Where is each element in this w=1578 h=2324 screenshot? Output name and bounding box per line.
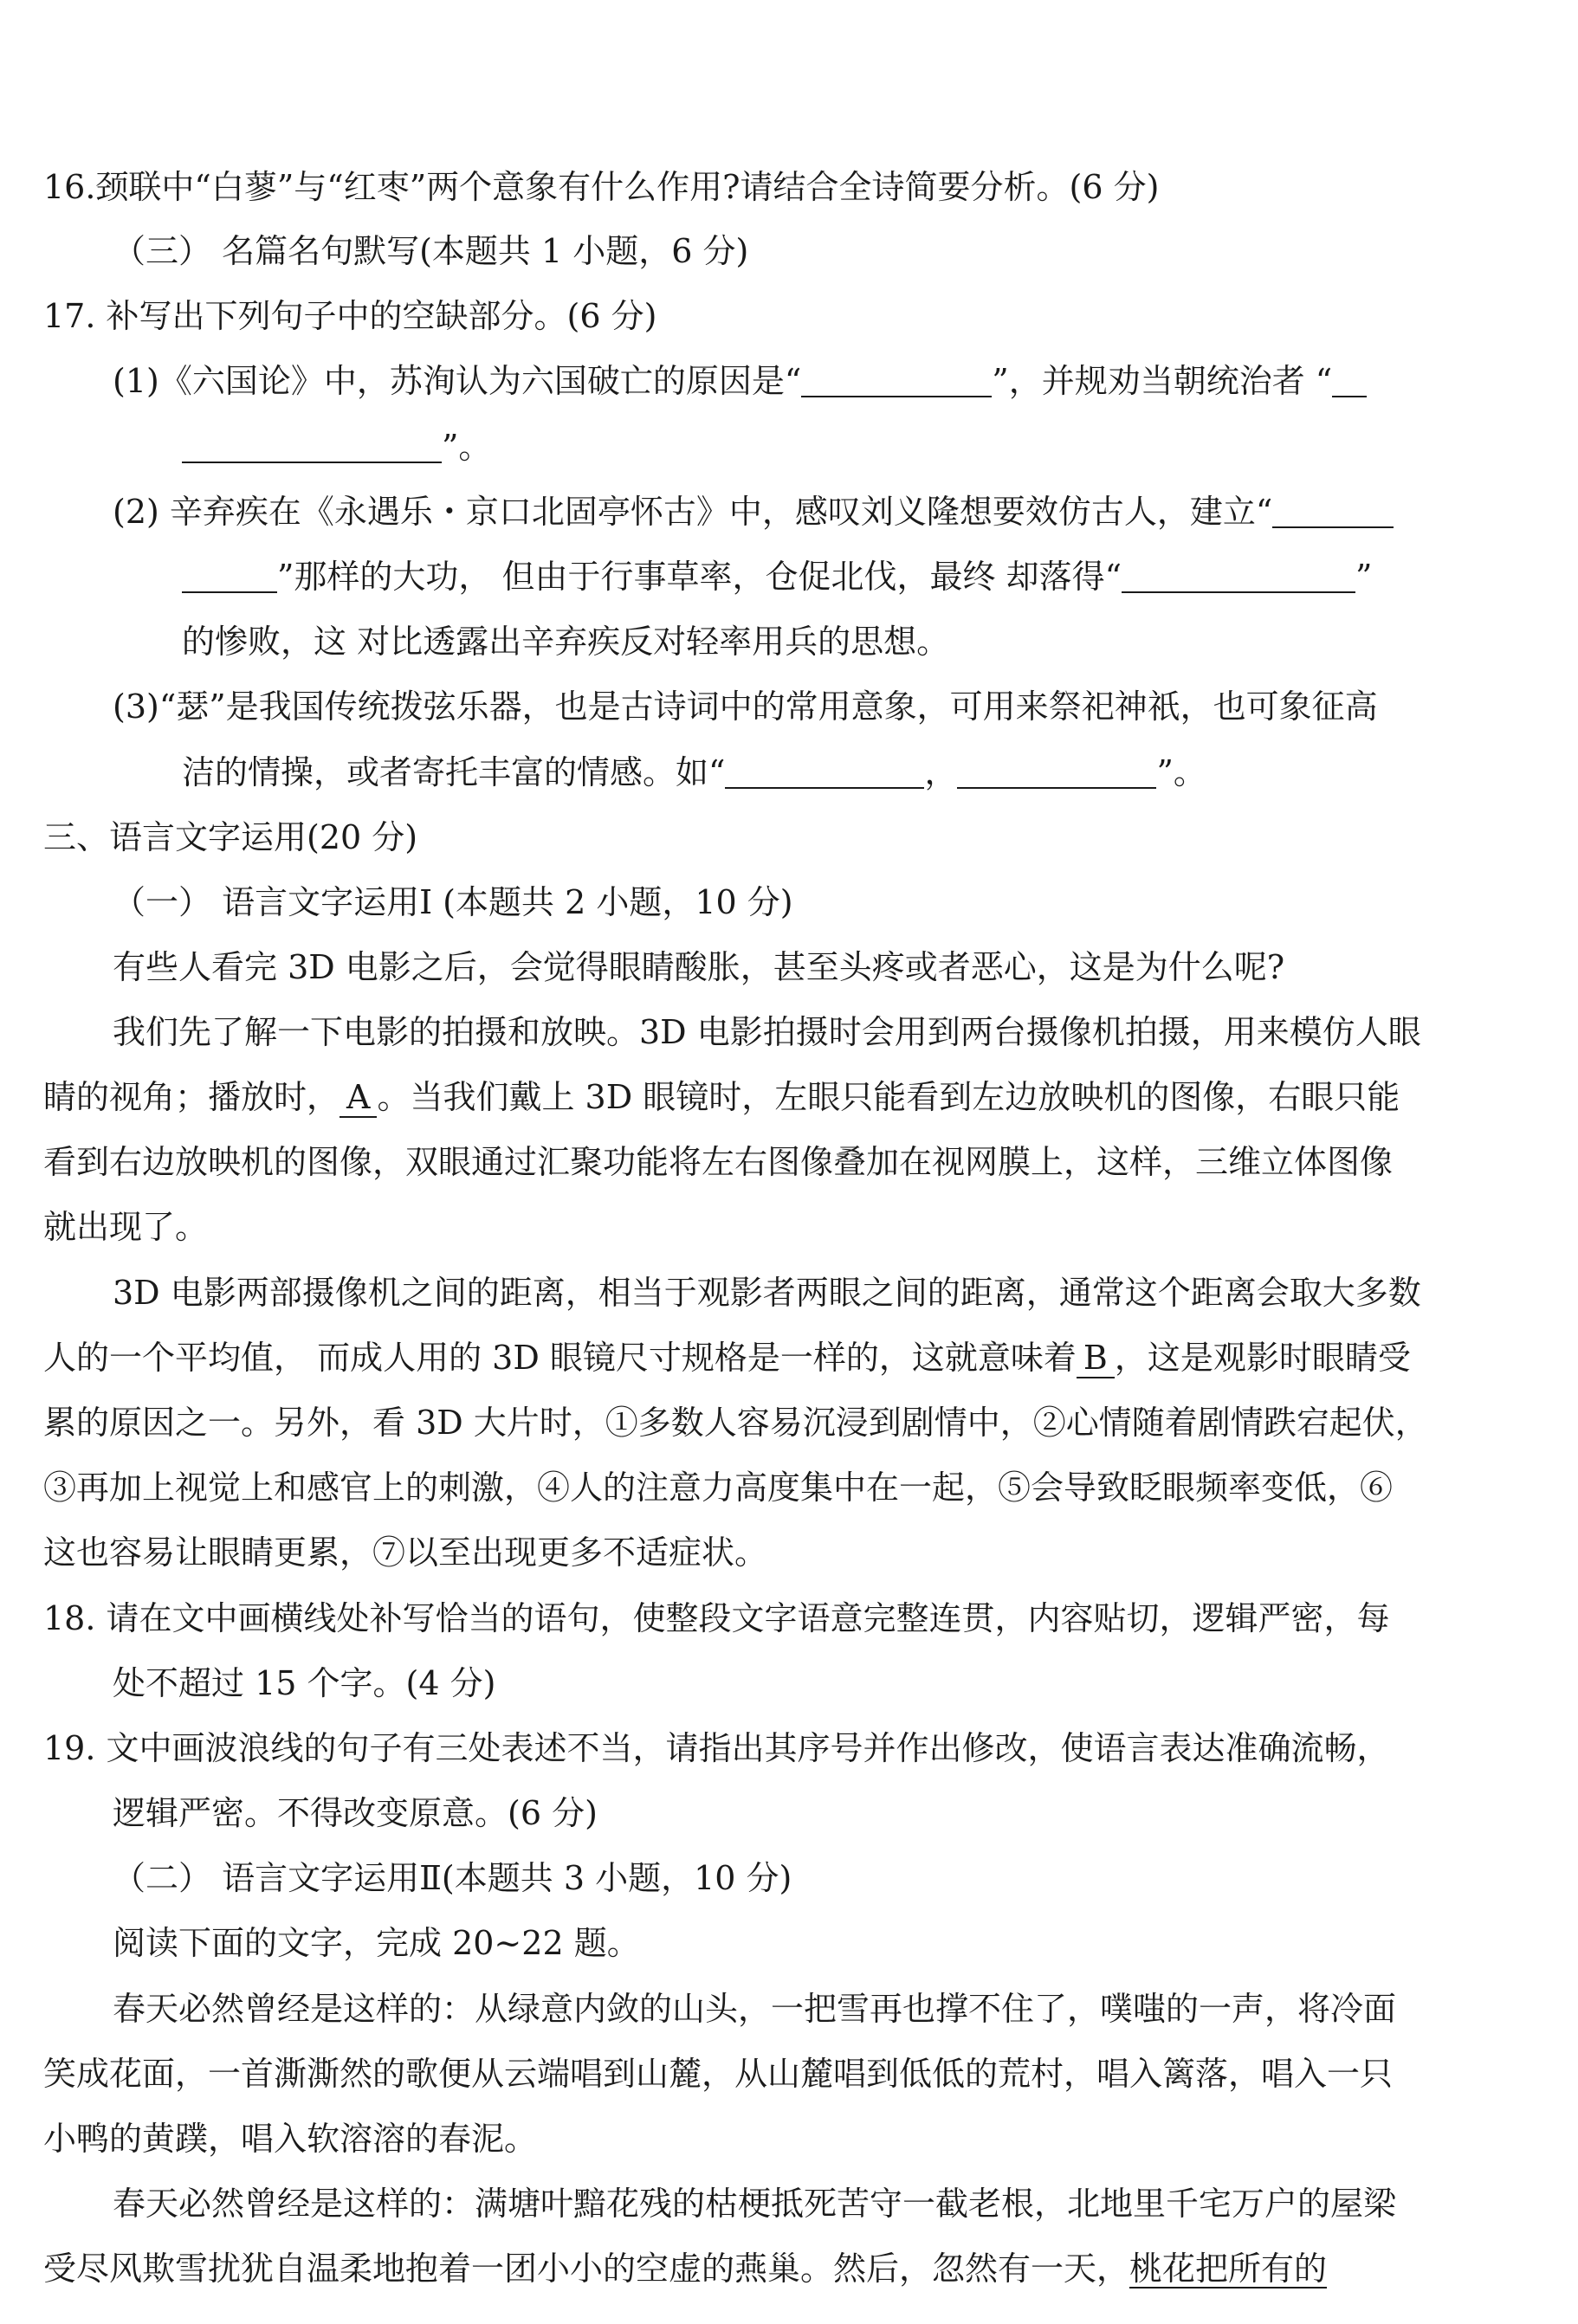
question-17-1-cont: ”。 <box>182 424 1543 469</box>
question-17: 17. 补写出下列句子中的空缺部分。(6 分) <box>43 297 657 335</box>
answer-blank[interactable] <box>957 756 1156 789</box>
question-17-2-cont: ”那样的大功， 但由于行事草率，仓促北伐，最终 却落得“ ” <box>182 554 1543 599</box>
spring-paragraph-1-line: 小鸭的黄蹼，唱入软溶溶的春泥。 <box>43 2120 538 2158</box>
answer-blank[interactable] <box>182 560 277 593</box>
blank-b[interactable]: B <box>1077 1339 1115 1378</box>
question-19-cont: 逻辑严密。不得改变原意。(6 分) <box>113 1794 598 1832</box>
passage-paragraph-3: 3D 电影两部摄像机之间的距离，相当于观影者两眼之间的距离，通常这个距离会取大多数 <box>113 1274 1421 1312</box>
question-17-2-end: 的惨败，这 对比透露出辛弃疾反对轻率用兵的思想。 <box>182 623 950 661</box>
question-17-2: (2) 辛弃疾在《永遇乐・京口北固亭怀古》中，感叹刘义隆想要效仿古人，建立“ <box>113 489 1543 534</box>
question-17-3: (3)“瑟”是我国传统拨弦乐器，也是古诗词中的常用意象，可用来祭祀神祇，也可象征高 <box>113 688 1378 726</box>
answer-blank[interactable] <box>1122 560 1355 593</box>
answer-blank[interactable] <box>182 430 442 463</box>
reading-instruction: 阅读下面的文字，完成 20~22 题。 <box>113 1924 640 1962</box>
subsection-2-title: （二） 语言文字运用Ⅱ(本题共 3 小题，10 分) <box>113 1859 792 1897</box>
answer-blank[interactable] <box>725 756 924 789</box>
passage-paragraph-3-line: 人的一个平均值， 而成人用的 3D 眼镜尺寸规格是一样的，这就意味着 B ，这是观影时眼睛受 <box>43 1339 1411 1377</box>
answer-blank[interactable] <box>801 365 992 397</box>
answer-blank[interactable] <box>1272 495 1394 528</box>
passage-paragraph-2-line: 睛的视角；播放时， A 。当我们戴上 3D 眼镜时，左眼只能看到左边放映机的图像，右眼只能 <box>43 1078 1400 1116</box>
passage-paragraph-2: 我们先了解一下电影的拍摄和放映。3D 电影拍摄时会用到两台摄像机拍摄，用来模仿人眼 <box>113 1013 1421 1051</box>
spring-paragraph-2: 春天必然曾经是这样的：满塘叶黯花残的枯梗抵死苦守一截老根，北地里千宅万户的屋梁 <box>113 2185 1397 2223</box>
passage-paragraph-2-line: 看到右边放映机的图像，双眼通过汇聚功能将左右图像叠加在视网膜上，这样，三维立体图像 <box>43 1143 1394 1181</box>
passage-paragraph-1: 有些人看完 3D 电影之后，会觉得眼睛酸胀，甚至头疼或者恶心，这是为什么呢? <box>113 948 1285 986</box>
blank-a[interactable]: A <box>340 1078 377 1118</box>
section-title-famous-lines: （三） 名篇名句默写(本题共 1 小题，6 分) <box>113 232 749 270</box>
subsection-1-title: （一） 语言文字运用Ⅰ (本题共 2 小题，10 分) <box>113 883 793 921</box>
question-18: 18. 请在文中画横线处补写恰当的语句，使整段文字语意完整连贯，内容贴切，逻辑严密，每 <box>43 1599 1390 1637</box>
question-16: 16.颈联中“白蓼”与“红枣”两个意象有什么作用?请结合全诗简要分析。(6 分) <box>43 168 1160 206</box>
part-3-title: 三、语言文字运用(20 分) <box>43 818 418 856</box>
underlined-phrase: 桃花把所有的 <box>1129 2250 1328 2288</box>
spring-paragraph-2-line: 受尽风欺雪扰犹自温柔地抱着一团小小的空虚的燕巢。然后，忽然有一天，桃花把所有的 <box>43 2250 1328 2288</box>
passage-paragraph-2-line: 就出现了。 <box>43 1208 209 1246</box>
answer-blank[interactable] <box>1332 365 1367 397</box>
question-18-cont: 处不超过 15 个字。(4 分) <box>113 1664 496 1702</box>
question-17-1: (1)《六国论》中，苏洵认为六国破亡的原因是“ ”，并规劝当朝统治者 “ <box>113 358 1543 403</box>
passage-paragraph-3-line: 累的原因之一。另外，看 3D 大片时，①多数人容易沉浸到剧情中，②心情随着剧情跌宕起伏， <box>43 1404 1428 1442</box>
passage-paragraph-3-line: 这也容易让眼睛更累，⑦以至出现更多不适症状。 <box>43 1533 768 1572</box>
spring-paragraph-1: 春天必然曾经是这样的：从绿意内敛的山头，一把雪再也撑不住了，噗嗤的一声，将冷面 <box>113 1990 1397 2028</box>
question-19: 19. 文中画波浪线的句子有三处表述不当，请指出其序号并作出修改，使语言表达准确流畅， <box>43 1729 1390 1767</box>
spring-paragraph-1-line: 笑成花面，一首澌澌然的歌便从云端唱到山麓，从山麓唱到低低的荒村，唱入篱落，唱入一只 <box>43 2055 1394 2093</box>
passage-paragraph-3-line: ③再加上视觉上和感官上的刺激，④人的注意力高度集中在一起，⑤会导致眨眼频率变低，⑥ <box>43 1469 1394 1507</box>
question-17-3-cont: 洁的情操，或者寄托丰富的情感。如“ ， ”。 <box>182 753 1206 791</box>
